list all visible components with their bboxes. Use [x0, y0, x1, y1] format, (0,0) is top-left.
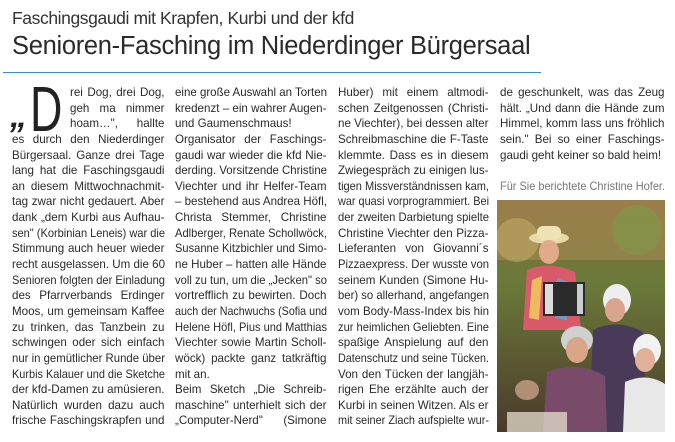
article-line-text: mit seiner Ziach aufspielte wur-: [338, 414, 489, 428]
article-line: [175, 273, 327, 289]
article-line: [338, 382, 489, 398]
article-column-2: [175, 85, 327, 429]
article-line: [175, 304, 327, 320]
article-line-text: Senioren folgten der Einladung: [12, 273, 165, 287]
article-line: [175, 163, 327, 179]
article-line: [338, 351, 489, 367]
author-byline: [500, 179, 665, 195]
article-line: [70, 101, 165, 117]
article-line-text: rigen Ehe erzählte auch der: [338, 383, 489, 397]
article-line-text: der kfd-Damen zu amüsieren.: [12, 383, 165, 397]
article-line: [175, 335, 327, 351]
article-line-text: maschine" unterhielt sich der: [175, 398, 327, 412]
article-line: [12, 304, 165, 320]
article-line: [500, 101, 665, 117]
article-line-text: derding. Vorsitzende Christine: [175, 164, 327, 178]
article-line-text: hält. „Und dann die Hände zum: [500, 101, 665, 115]
article-line-text: Himmel, komm lass uns fröhlich: [500, 117, 665, 131]
article-line: [338, 304, 489, 320]
article-line-text: Kurbis Kalauer und die Sketche: [12, 367, 165, 381]
article-line: [12, 210, 165, 226]
article-line-text: Organisator der Faschings-: [175, 132, 327, 146]
article-line-text: zu trinken, das Tanzbein zu: [12, 320, 165, 334]
drop-cap: D: [30, 73, 63, 145]
article-line-text: ne Huber – hatten alle Hände: [175, 258, 327, 272]
article-line-text: „Computer-Nerd" (Simone: [175, 414, 327, 428]
article-line: [12, 179, 165, 195]
article-line-text: und Gaumenschmaus!: [175, 117, 292, 131]
article-line: [338, 335, 489, 351]
article-line-text: wöck) packte ganz tatkräftig: [175, 351, 327, 365]
article-column-4: [500, 85, 665, 194]
article-line-text: Viechter und ihr Helfer-Team: [175, 179, 327, 193]
article-line-text: sein." Bei so einer Faschings-: [500, 132, 665, 146]
article-line: [175, 398, 327, 414]
article-line-text: gaudi geht keiner so bald heim!: [500, 148, 662, 162]
article-line: [175, 367, 327, 383]
article-line-text: auch der Nachwuchs (Sofia und: [175, 304, 327, 318]
article-line: [175, 241, 327, 257]
article-line: [500, 148, 665, 164]
article-line: [12, 226, 165, 242]
article-line-text: Natürlich wurden dazu auch: [12, 398, 165, 412]
article-line: [12, 413, 165, 429]
article-line: [12, 288, 165, 304]
article-line: [12, 148, 165, 164]
article-line-text: schen Zeitgenossen (Christi-: [338, 101, 489, 115]
article-line: [500, 85, 665, 101]
article-line-text: de geschunkelt, was das Zeug: [500, 86, 665, 99]
article-line-text: sen" (Korbinian Leneis) war die: [12, 226, 165, 240]
article-line-text: Kurbi in seinen Witzen. Als er: [338, 398, 489, 412]
article-line: [338, 132, 489, 148]
event-photo: [497, 200, 665, 432]
article-line-text: es durch den Niederdinger: [12, 132, 165, 146]
article-line: [338, 320, 489, 336]
article-line-text: war quasi vorprogrammiert. Bei: [338, 195, 489, 209]
article-line-text: ber) so allerhand, angefangen: [338, 289, 489, 303]
article-line: [175, 351, 327, 367]
article-line: [12, 335, 165, 351]
article-column-3: [338, 85, 489, 429]
article-line-text: Von den Tücken der langjäh-: [338, 367, 489, 381]
article-line-text: Zwiegespräch zu einigen lus-: [338, 164, 489, 178]
article-line: [12, 163, 165, 179]
article-line-text: seinem Kunden (Simone Hu-: [338, 273, 489, 287]
article-line: [338, 210, 489, 226]
article-line: [12, 367, 165, 383]
article-line-text: hoam…", hallte: [70, 117, 165, 131]
article-line-text: dank „dem Kurbi aus Aufhau-: [12, 211, 165, 225]
photo-accordion-player-and-seniors: [497, 200, 665, 432]
article-line-text: Lieferanten von Giovanni´s: [338, 242, 489, 256]
article-line-text: eine große Auswahl an Torten: [175, 86, 327, 99]
article-line: [12, 320, 165, 336]
article-line: [12, 257, 165, 273]
article-line: [338, 413, 489, 429]
article-line-text: Christa Stemmer, Christine: [175, 211, 327, 225]
article-line: [12, 273, 165, 289]
article-line: [338, 398, 489, 414]
article-line-text: Stimmung auch heuer wieder: [12, 242, 165, 256]
article-line-text: recht ausgelassen. Um die 60: [12, 258, 165, 272]
article-line: [338, 163, 489, 179]
article-line-text: Susanne Kitzbichler und Simo-: [175, 242, 327, 256]
article-line-text: schwingen oder sich einfach: [12, 336, 165, 350]
article-line: [12, 194, 165, 210]
article-line-text: – bestehend aus Andrea Höfl,: [175, 195, 327, 209]
article-line: [500, 132, 665, 148]
article-column-1: [12, 73, 165, 429]
article-line: [12, 398, 165, 414]
article-line-text: gaudi war wieder die kfd Nie-: [175, 148, 327, 162]
article-line: [338, 367, 489, 383]
article-line: [12, 132, 165, 148]
article-line: [175, 194, 327, 210]
article-line-text: Datenschutz und seine Tücken.: [338, 351, 489, 365]
article-line-text: Christine Viechter den Pizza-: [338, 226, 489, 240]
article-line-text: lang hat die Faschingsgaudi: [12, 164, 165, 178]
article-line-text: Beim Sketch „Die Schreib-: [175, 383, 327, 397]
article-line: [338, 101, 489, 117]
article-line-text: Helene Höfl, Pius und Matthias: [175, 320, 327, 334]
article-line: [338, 194, 489, 210]
article-line-text: des Pfarrverbands Erdinger: [12, 289, 165, 303]
article-line-text: Moos, um gemeinsam Kaffee: [12, 304, 165, 318]
article-line-text: Schreibmaschine die F-Taste: [338, 132, 489, 146]
article-line: [175, 148, 327, 164]
article-line-text: mit an.: [175, 367, 210, 381]
article-headline: Senioren-Fasching im Niederdinger Bürgersaal: [12, 32, 531, 60]
article-line-text: Viechter sowie Martin Scholl-: [175, 336, 327, 350]
article-line: [338, 148, 489, 164]
article-line: [175, 101, 327, 117]
article-line: [338, 179, 489, 195]
article-line-text: voll zu tun, um die „Jecken" so: [175, 273, 327, 287]
article-line: [175, 413, 327, 429]
article-line-text: der zweiten Darbietung spielte: [338, 211, 489, 225]
article-line: [338, 226, 489, 242]
article-line: [338, 273, 489, 289]
article-line: [70, 85, 165, 101]
article-line-text: Bürgersaal. Ganze drei Tage: [12, 148, 165, 162]
article-line: [338, 288, 489, 304]
article-line: [338, 241, 489, 257]
article-line-text: vom Body-Mass-Index bis hin: [338, 304, 489, 318]
opening-quote-mark: „: [10, 97, 27, 135]
article-line: [175, 210, 327, 226]
article-line-text: kredenzt – ein wahrer Augen-: [175, 101, 327, 115]
article-line: [500, 116, 665, 132]
article-line: [175, 116, 327, 132]
article-line: [175, 257, 327, 273]
article-line-text: geh ma nimmer: [70, 101, 165, 115]
article-line: [12, 382, 165, 398]
article-line-text: tag zwar nicht gedauert. Aber: [12, 195, 165, 209]
article-line: [338, 116, 489, 132]
article-line-text: an diesem Mittwochnachmit-: [12, 179, 165, 193]
article-line-text: frische Faschingskrapfen und: [12, 414, 165, 428]
article-line-text: tigen Missverständnissen kam,: [338, 179, 489, 193]
article-line: [12, 241, 165, 257]
author-byline-text: Für Sie berichtete Christine Hofer.: [500, 179, 665, 193]
headline-divider: [3, 72, 541, 73]
article-line: [175, 382, 327, 398]
article-line: [175, 179, 327, 195]
article-line: [175, 226, 327, 242]
article-line: [70, 116, 165, 132]
article-line-text: klemmte. Dass es in diesem: [338, 148, 489, 162]
article-line-text: vortrefflich zu bewirten. Doch: [175, 289, 327, 303]
article-kicker: Faschingsgaudi mit Krapfen, Kurbi und der kfd: [12, 8, 354, 28]
article-line-text: spaßige Anspielung auf den: [338, 336, 489, 350]
article-line-text: Adlberger, Renate Schollwöck,: [175, 226, 327, 240]
article-line-text: Huber) mit einem altmodi-: [338, 86, 489, 99]
article-line: [12, 351, 165, 367]
article-line-text: ne Viechter), bei dessen alter: [338, 117, 489, 131]
article-line: [338, 85, 489, 101]
article-line: [175, 320, 327, 336]
article-line-text: zur heimlichen Geliebten. Eine: [338, 320, 489, 334]
article-line: [338, 257, 489, 273]
article-line: [175, 132, 327, 148]
article-line-text: nur in gemütlicher Runde über: [12, 351, 165, 365]
article-line-text: rei Dog, drei Dog,: [70, 86, 165, 99]
article-line: [175, 85, 327, 101]
article-line-text: Pizzaexpress. Der wusste von: [338, 258, 489, 272]
article-line: [175, 288, 327, 304]
